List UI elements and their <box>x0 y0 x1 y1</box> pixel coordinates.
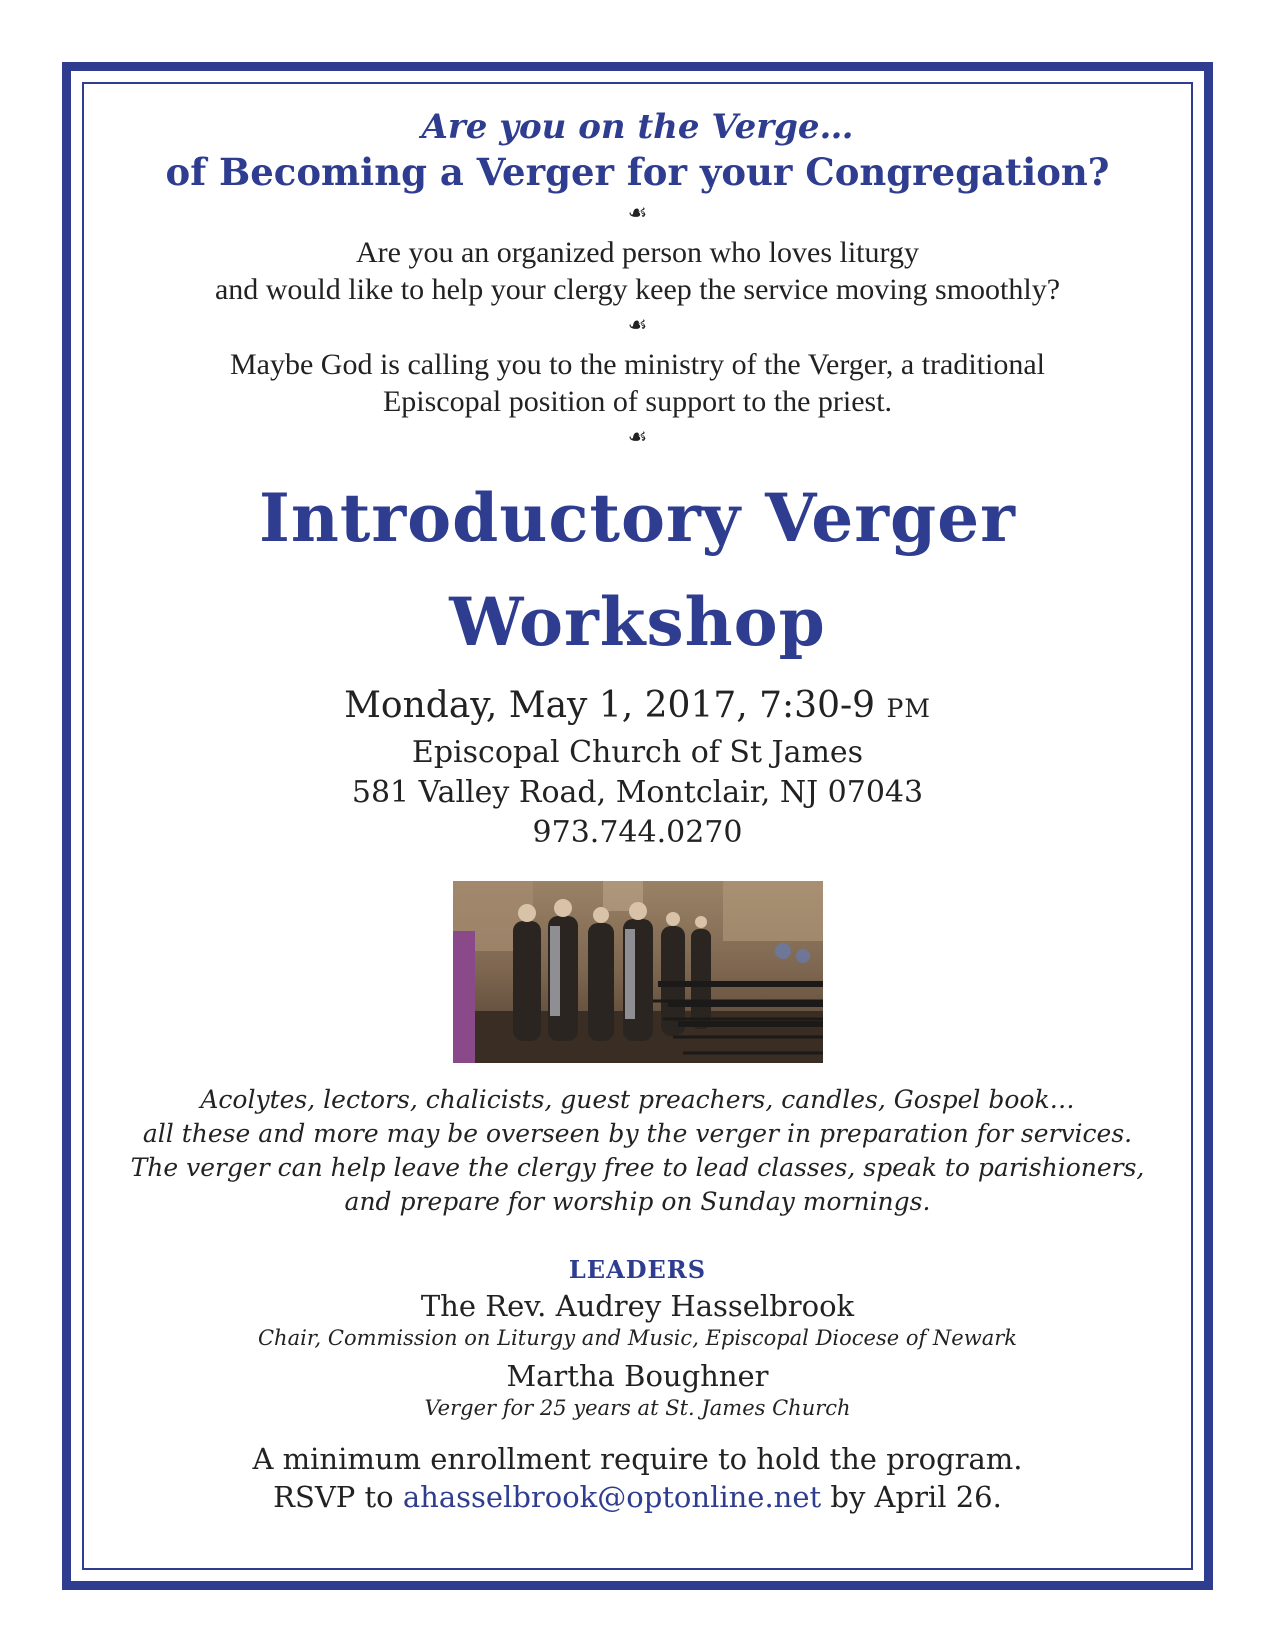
procession-photo-image <box>453 881 823 1063</box>
ornament-divider-1: ☙ <box>627 201 648 226</box>
headline: of Becoming a Verger for your Congregation? <box>165 150 1110 194</box>
enrollment-note: A minimum enrollment require to hold the program. <box>252 1442 1023 1476</box>
intro-line-1: Are you an organized person who loves liturgy <box>356 236 919 269</box>
workshop-title-line-2: Workshop <box>449 583 826 661</box>
rsvp-prefix: RSVP to <box>273 1480 403 1514</box>
ornament-divider-2: ☙ <box>627 313 648 338</box>
event-venue: Episcopal Church of St James <box>411 735 864 770</box>
intro-line-3: Maybe God is calling you to the ministry of the Verger, a traditional <box>229 348 1046 381</box>
description-line-4: and prepare for worship on Sunday mornings. <box>344 1187 931 1216</box>
leader-role: Verger for 25 years at St. James Church <box>424 1396 851 1420</box>
kicker-text: Are you on the Verge… <box>421 107 854 147</box>
workshop-title <box>90 466 1185 674</box>
description-line-3: The verger can help leave the clergy free to lead classes, speak to parishioners, <box>130 1153 1145 1182</box>
leader-name: Martha Boughner <box>506 1359 769 1393</box>
leaders-heading: LEADERS <box>568 1255 707 1284</box>
event-date-text: Monday, May 1, 2017, 7:30-9 <box>344 685 876 726</box>
procession-photo <box>453 881 823 1063</box>
rsvp-email-link[interactable]: ahasselbrook@optonline.net <box>402 1480 822 1514</box>
intro-line-2: and would like to help your clergy keep the service moving smoothly? <box>214 273 1061 306</box>
description-line-1: Acolytes, lectors, chalicists, guest preachers, candles, Gospel book… <box>200 1085 1075 1114</box>
workshop-title-line-1: Introductory Verger <box>259 479 1016 557</box>
leader-name: The Rev. Audrey Hasselbrook <box>420 1289 855 1323</box>
rsvp-line <box>90 1478 1185 1516</box>
event-address: 581 Valley Road, Montclair, NJ 07043 <box>351 775 924 810</box>
intro-line-4: Episcopal position of support to the priest. <box>382 385 893 418</box>
ornament-divider-3: ☙ <box>627 425 648 450</box>
event-phone: 973.744.0270 <box>532 815 743 850</box>
description-line-2: all these and more may be overseen by the verger in preparation for services. <box>142 1119 1133 1148</box>
event-time-suffix: PM <box>886 694 931 723</box>
leader-role: Chair, Commission on Liturgy and Music, Episcopal Diocese of Newark <box>257 1326 1017 1350</box>
flyer-content <box>90 96 1185 1516</box>
event-date <box>90 682 1185 733</box>
rsvp-suffix: by April 26. <box>821 1480 1002 1514</box>
